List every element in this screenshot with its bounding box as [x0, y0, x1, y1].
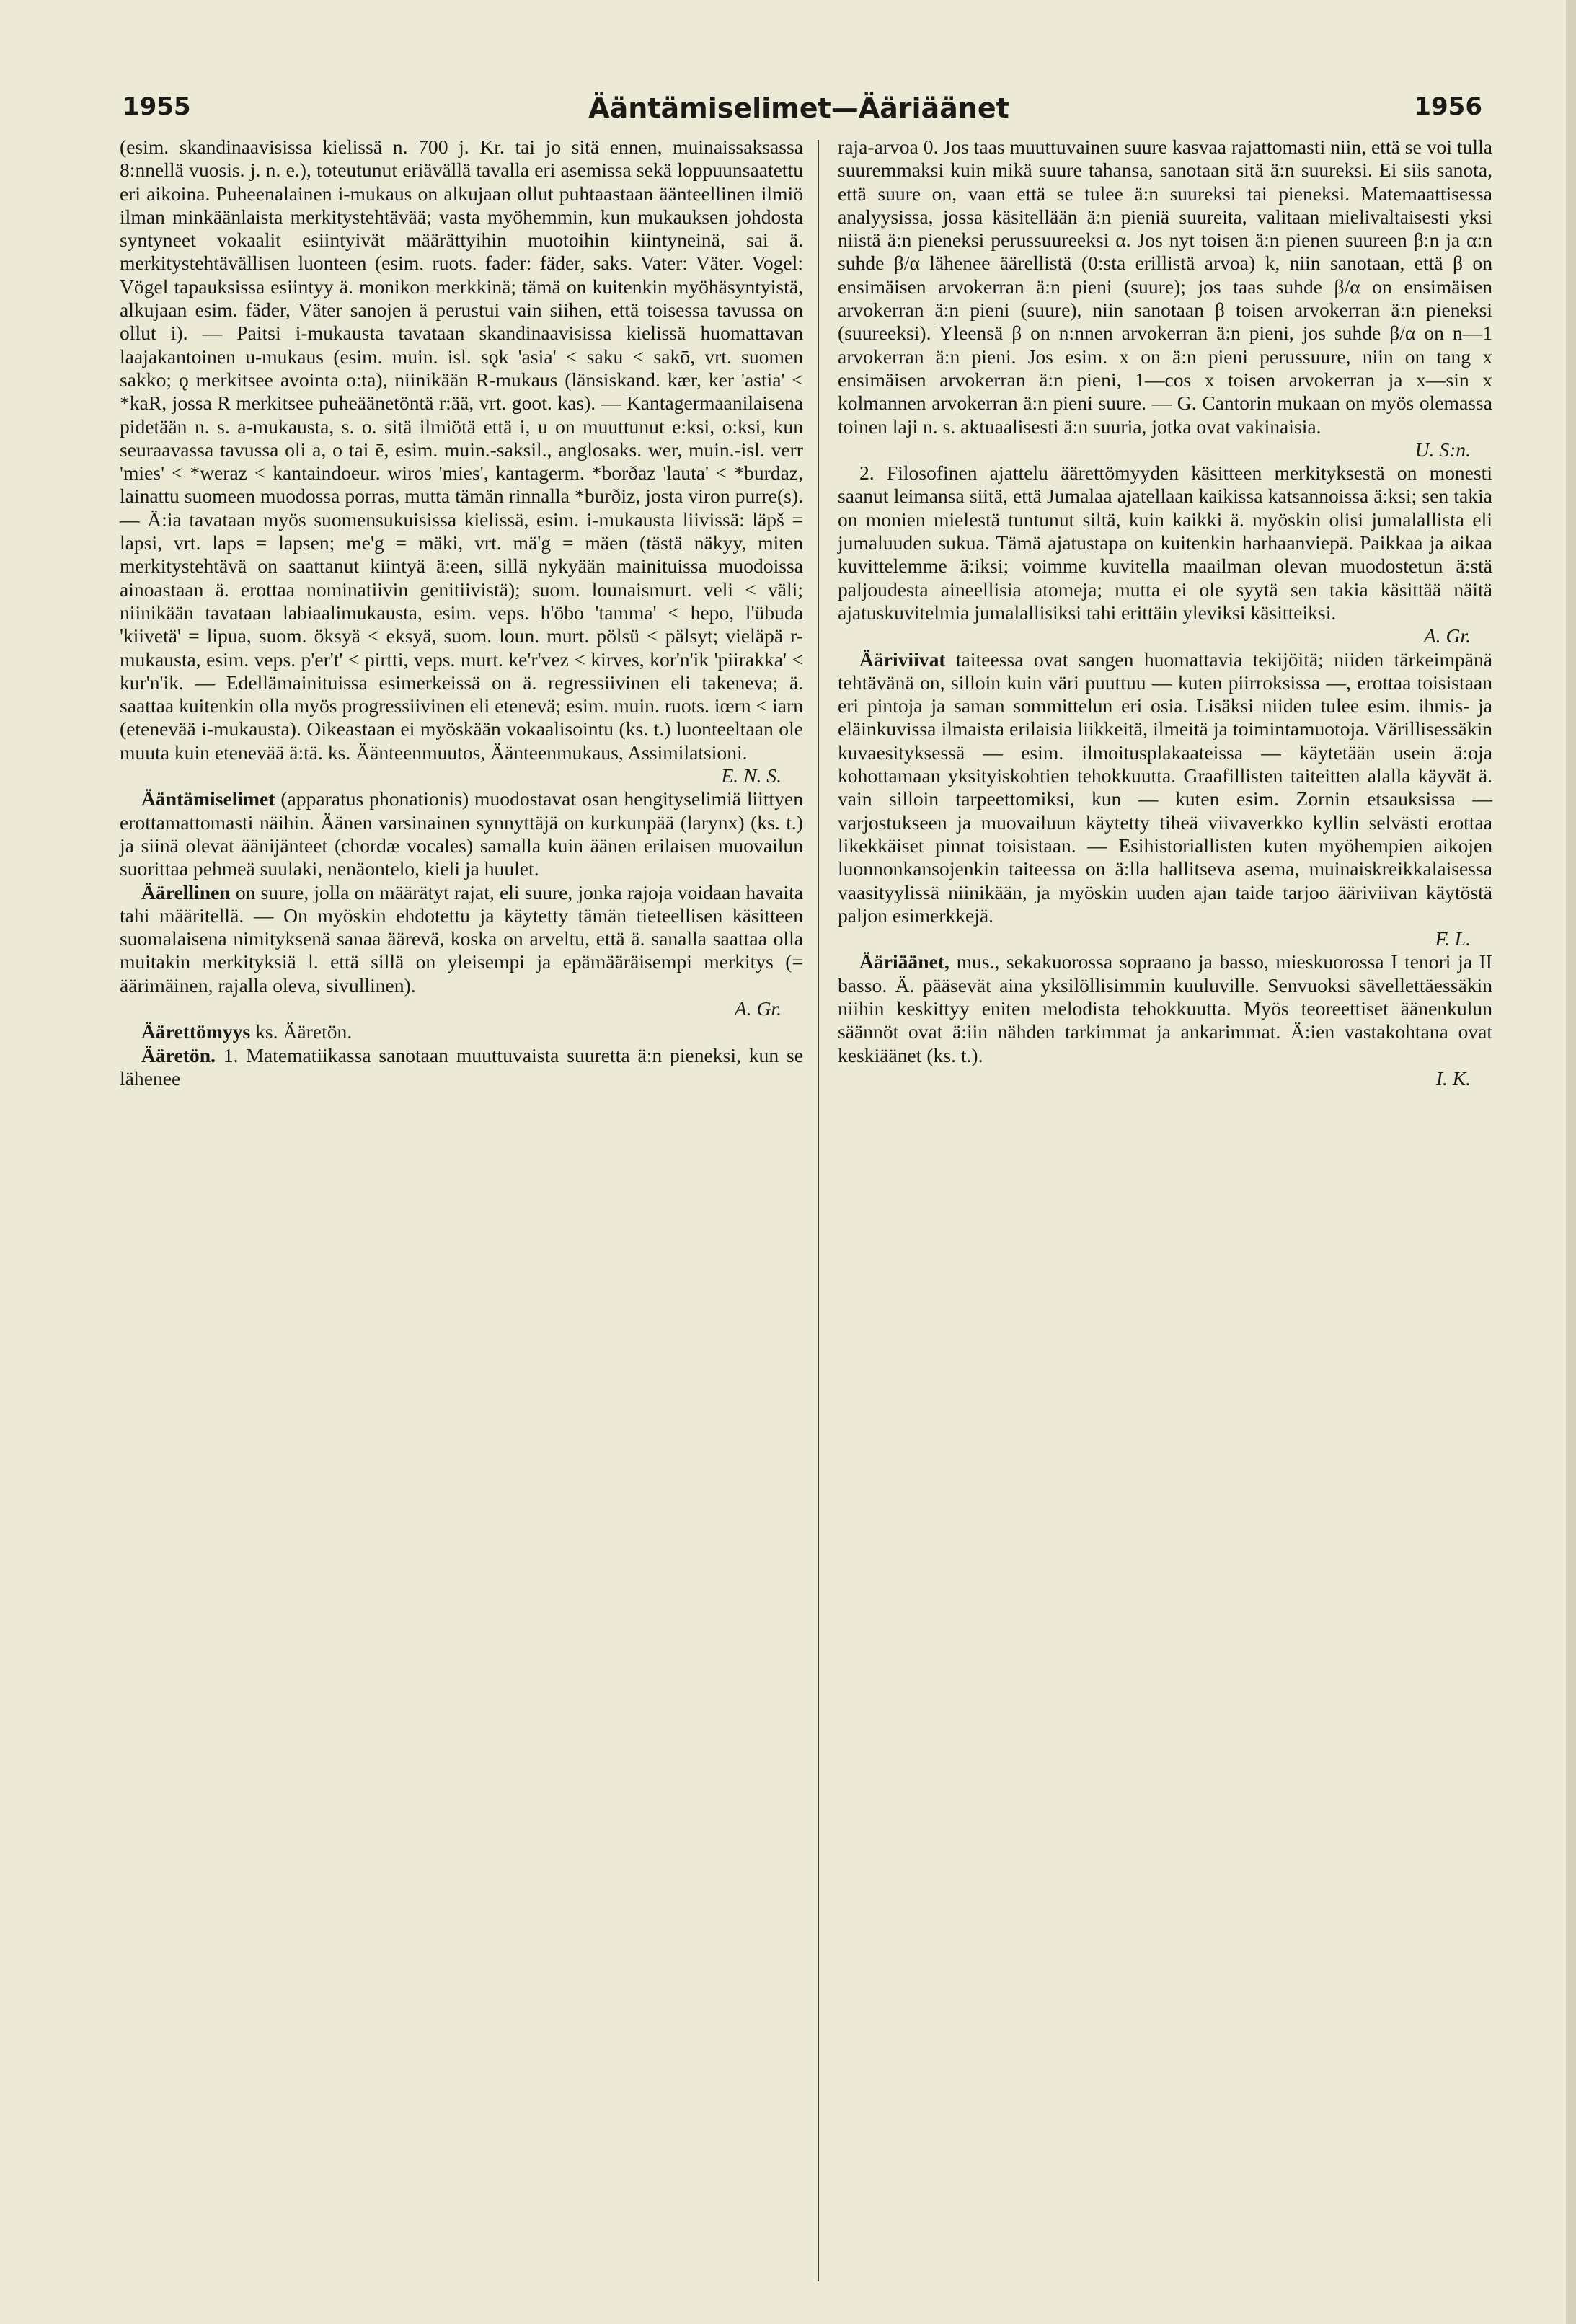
- author-signature: I. K.: [1435, 1066, 1471, 1090]
- entry-headword: Ääriäänet,: [859, 950, 949, 973]
- entry-aareton: [120, 1044, 803, 1091]
- page-number-right: 1956: [1414, 92, 1482, 121]
- entry-text: mus., sekakuorossa sopraano ja basso, mieskuorossa I tenori ja II basso. Ä. pääsevät aina yksilöllisimmin kuuluville. Senvuoksi sävellettäessäkin niihin keskittyy eniten melodista tehokkuutta. Myös teoreettiset äänenkulun säännöt ovat ä:iin nähden tarkimmat ja ankarimmat. Ä:ien vastakohtana ovat keskiäänet (ks. t.).: [838, 950, 1492, 1066]
- article-text: 2. Filosofinen ajattelu äärettömyyden käsitteen merkityksestä on monesti saanut leimansa siitä, että Jumalaa ajatellaan kaikissa katsannoissa ä:ksi; sen takia on monien mielestä tuntunut siltä, kuin kaikki ä. myöskin olisi jumalallista eli jumaluuden sukua. Tämä ajatustapa on kuitenkin harhaanviepä. Paikkaa ja aikaa kuvittelemme ä:iksi; voimme kuvitella maailman olevan muodostetun ä:stä paljoudesta aineellisia atomeja; mutta ei ole syytä sen takia käsittää näitä ajatuskuvitelmia jumalallisiksi tahi erittäin yleviksi käsitteiksi.: [838, 461, 1492, 624]
- author-signature: F. L.: [1435, 927, 1471, 950]
- page-edge: [1566, 0, 1576, 2324]
- column-divider: [818, 140, 819, 2281]
- entry-aariviivat: [838, 648, 1492, 928]
- entry-headword: Äärellinen: [141, 880, 231, 903]
- page-header: [115, 92, 1482, 136]
- entry-text: on suure, jolla on määrätyt rajat, eli suure, jonka rajoja voidaan havaita tahi määritellä. — On myöskin ehdotettu ja käytetty tämän tieteellisen käsitteen suomalaisena nimityksenä sanaa äärevä, koska on arveltu, että ä. sanalla saattaa olla muitakin merkityksiä l. että sillä on yleisempi ja epämääräisempi merkitys (= äärimäinen, rajalla oleva, sivullinen).: [120, 880, 803, 997]
- author-signature: A. Gr.: [1423, 624, 1471, 648]
- entry-text: 1. Matematiikassa sanotaan muuttuvaista suuretta ä:n pieneksi, kun se lähenee: [120, 1043, 804, 1090]
- entry-headword: Ääntämiselimet: [141, 787, 275, 810]
- entry-aantamiselimet: [120, 787, 803, 880]
- page-number-left: 1955: [123, 92, 191, 121]
- entry-text: (apparatus phonationis) muodostavat osan hengityselimiä liittyen erottamattomasti näihin. Äänen varsinainen synnyttäjä on kurkunpää (larynx) (ks. t.) ja siinä olevat äänijänteet (chordæ vocales) samalla kuin äänen erilaisen muovailun suorittaa pehmeä suulaki, nenäontelo, kieli ja huulet.: [120, 787, 803, 880]
- article-text: raja-arvoa 0. Jos taas muuttuvainen suure kasvaa rajattomasti niin, että se voi tulla suuremmaksi kuin mikä suure tahansa, sanotaan sitä ä:n suureksi. Ei siis sanota, että suure on, vaan että se tulee ä:n suureksi tai pieneksi. Matemaattisessa analyysissa, jossa käsitellään ä:n pieniä suureita, valitaan mielivaltaisesti yksi niistä ä:n pieneksi perussuureeksi α. Jos nyt toisen ä:n pienen suureen β:n ja α:n suhde β/α lähenee äärellistä (0:sta erillistä arvoa) k, niin sanotaan, että β on ensimäisen arvokerran ä:n pieni (suure); jos taas suhde β/α on ensimäisen arvokerran ä:n pieni (suure), niin sanotaan β toisen arvokerran ä:n pieneksi (suureeksi). Yleensä β on n:nnen arvokerran ä:n pieni, jos suhde β/α on n—1 arvokerran ä:n pieni. Jos esim. x on ä:n pieni perussuure, niin on tang x ensimäisen arvokerran ä:n pieni, 1—cos x toisen arvokerran ja x—sin x kolmannen arvokerran ä:n pieni suure. — G. Cantorin mukaan on myös olemassa toinen laji n. s. aktuaalisesti ä:n suuria, jotka ovat vakinaisia.: [838, 136, 1492, 438]
- article-text: (esim. skandinaavisissa kielissä n. 700 j. Kr. tai jo sitä ennen, muinaissaksassa 8:nnellä vuosis. j. n. e.), toteutunut eriävällä tavalla eri asemissa sekä loppuunsaatettu eri aikoina. Puheenalainen i-mukaus on alkujaan ollut puhtaastaan äänteellinen ilmiö ilman minkäänlaista merkitystehtävää; vasta myöhemmin, kun mukauksen johdosta syntyneet vokaalit esiintyivät määrättyihin muotoihin kiintyneinä, sai ä. merkitystehtävällisen luonteen (esim. ruots. fader: fäder, saks. Vater: Väter. Vogel: Vögel tapauksissa esiintyy ä. monikon merkkinä; tämä on kuitenkin myöhäsyntyistä, alkujaan esim. fäder, Väter sanojen ä perustui vain siihen, että toisessa tavussa on ollut i). — Paitsi i-mukausta tavataan skandinaavisissa kielissä huomattavan laajakantoinen u-mukaus (esim. muin. isl. sǫk 'asia' < saku < sakō, vrt. suomen sakko; ǫ merkitsee avointa o:ta), niinikään R-mukaus (länsiskand. kær, ker 'astia' < *kaR, jossa R merkitsee puheäänetöntä r:ää, vrt. goot. kas). — Kantagermaanilaisena pidetään n. s. a-mukausta, s. o. sitä ilmiötä että i, u on muuttunut e:ksi, o:ksi, kun seuraavassa tavussa oli a, o tai ē, esim. muin.-saksil., anglosaks. wer, muin.-isl. verr 'mies' < *weraz < kantaindoeur. wiros 'mies', kantagerm. *borðaz 'lauta' < *burdaz, lainattu suomeen muodossa porras, mutta tämän rinnalla *burðiz, josta viron purre(s). — Ä:ia tavataan myös suomensukuisissa kielissä, esim. i-mukausta liivissä: läpš = lapsi, vrt. laps = lapsen; me'g = mäki, vrt. mä'g = mäen (tästä näkyy, miten merkitystehtävä on saattanut kiintyä ä:een, sillä nykyään mainituissa muodoissa ainoastaan ä. erottaa nominatiivin genitiivistä); suom. lounaismurt. veli < väli; niinikään tavataan labiaalimukausta, esim. veps. h'öbo 'tamma' < hepo, l'übuda 'kiivetä' = lipua, suom. öksyä < eksyä, suom. loun. murt. pölsü < pälsyt; vieläpä r-mukausta, esim. veps. p'er't' < pirtti, veps. murt. ke'r'vez < kirves, kor'n'ik 'piirakka' < kur'n'ik. — Edellämainituissa esimerkeissä on ä. regressiivinen eli takeneva; ä. saattaa kuitenkin olla myös progressiivinen eli etenevä; esim. muin. ruots. iœrn < iarn (etenevää i-mukausta). Oikeastaan ei myöskään vokaalisointu (ks. t.) luonteeltaan ole muuta kuin etenevää ä:tä. ks. Äänteenmuutos, Äänteenmukaus, Assimilatsioni.: [120, 136, 803, 764]
- entry-text: taiteessa ovat sangen huomattavia tekijöitä; niiden tärkeimpänä tehtävänä on, silloin kuin väri puuttuu — kuten piirroksissa —, erottaa toisistaan eri pintoja ja saman sommittelun eri osia. Lisäksi niiden tulee esim. ihmis- ja eläinkuvissa ilmaista erilaisia liikkeitä, ilmeitä ja toimintamuotoja. Värillisessäkin kuvaesityksessä — esim. ilmoitusplakaateissa — käytetään usein ä:oja kohottamaan yksityiskohtien tehokkuutta. Graafillisten taiteitten alalla käyvät ä. vain silloin tarpeettomiksi, kun — kuten esim. Zornin etsauksissa — varjostukseen ja muovailuun käytetty tiheä viivaverkko kyllin selvästi erottaa likekkäiset pinnat toisistaan. — Esihistoriallisten kuten myöhempien aikojen luonnonkansojenkin taiteessa on ä:lla hallitseva asema, muinaiskreikkalaisessa vaasityylissä niinikään, ja myöskin uuden ajan taide tarjoo ääriviivan käytöstä paljon esimerkkejä.: [838, 648, 1492, 927]
- entry-aariaanet: [838, 950, 1492, 1066]
- entry-headword: Ääretön.: [141, 1043, 216, 1066]
- entry-headword: Ääriviivat: [859, 648, 946, 671]
- entry-aarettomyys: [120, 1020, 803, 1043]
- page-title: Ääntämiselimet—Ääriäänet: [588, 92, 1009, 124]
- entry-aarellinen: [120, 881, 803, 997]
- author-signature: U. S:n.: [1415, 438, 1471, 461]
- entry-text: ks. Ääretön.: [255, 1020, 353, 1043]
- right-column: [838, 136, 1492, 1090]
- author-signature: E. N. S.: [721, 764, 782, 787]
- entry-headword: Äärettömyys: [141, 1020, 251, 1043]
- left-column: [120, 136, 803, 1090]
- author-signature: A. Gr.: [734, 997, 782, 1020]
